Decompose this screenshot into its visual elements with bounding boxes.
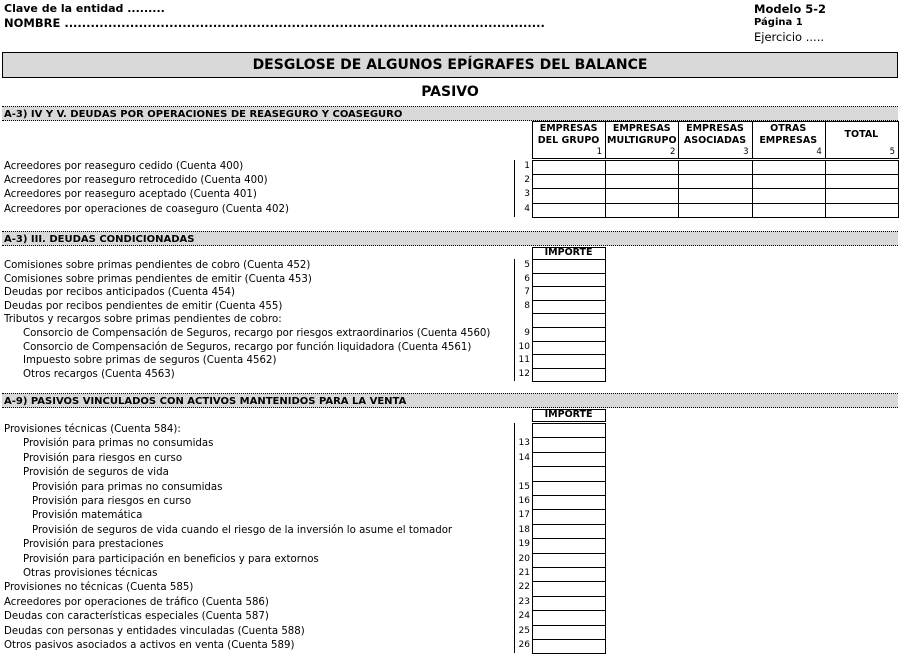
- input-cell[interactable]: [532, 286, 606, 301]
- row-label: Deudas por recibos pendientes de emitir (Cuenta 455): [4, 300, 283, 312]
- input-cell[interactable]: [532, 625, 606, 640]
- row-number: 25: [518, 625, 530, 636]
- input-cell[interactable]: [752, 174, 826, 189]
- row-label: Acreedores por reaseguro retrocedido (Cuenta 400): [4, 175, 268, 187]
- row-number: 16: [518, 496, 530, 506]
- input-cell[interactable]: [532, 509, 606, 524]
- row-number: 6: [524, 273, 530, 284]
- row-label: Provisión de seguros de vida: [23, 467, 169, 479]
- row-label: Provisiones no técnicas (Cuenta 585): [4, 582, 194, 594]
- input-cell[interactable]: [532, 495, 606, 510]
- row-number: 15: [518, 481, 530, 492]
- page-label: Página 1: [754, 17, 803, 28]
- input-cell[interactable]: [532, 188, 606, 203]
- input-cell[interactable]: [532, 538, 606, 553]
- row-label: Tributos y recargos sobre primas pendientes de cobro:: [4, 314, 282, 326]
- row-number: 21: [518, 568, 530, 578]
- input-cell[interactable]: [532, 300, 606, 315]
- row-label: Impuesto sobre primas de seguros (Cuenta 4562): [23, 355, 277, 367]
- input-cell[interactable]: [532, 327, 606, 342]
- row-number: 11: [518, 355, 530, 366]
- row-number: 26: [518, 640, 530, 650]
- row-label: Provisión para riesgos en curso: [23, 452, 183, 464]
- row-number: 17: [518, 510, 530, 521]
- row-number: 20: [518, 553, 530, 564]
- row-label: Provisión para primas no consumidas: [23, 438, 214, 450]
- column-header-line1: EMPRESAS: [612, 123, 671, 134]
- row-label: Deudas con personas y entidades vinculadas (Cuenta 588): [4, 625, 305, 637]
- column-header-importe: IMPORTE: [544, 247, 593, 258]
- input-cell[interactable]: [605, 203, 679, 218]
- row-label: Provisiones técnicas (Cuenta 584):: [4, 424, 181, 435]
- section-heading: A-3) III. DEUDAS CONDICIONADAS: [2, 231, 898, 246]
- row-number: 1: [524, 161, 530, 171]
- row-label: Provisión para primas no consumidas: [32, 481, 223, 493]
- input-cell[interactable]: [678, 203, 752, 218]
- column-header-importe: IMPORTE: [544, 409, 593, 420]
- input-cell[interactable]: [825, 160, 899, 175]
- input-cell[interactable]: [825, 188, 899, 203]
- input-cell[interactable]: [532, 341, 606, 356]
- row-number: 24: [518, 611, 530, 622]
- year-label: Ejercicio .....: [754, 30, 825, 44]
- input-cell[interactable]: [605, 160, 679, 175]
- input-cell[interactable]: [678, 160, 752, 175]
- input-cell[interactable]: [532, 437, 606, 452]
- row-number: 3: [524, 189, 530, 200]
- row-number: 4: [524, 203, 530, 214]
- input-cell[interactable]: [532, 581, 606, 596]
- column-header-line1: EMPRESAS: [539, 123, 598, 134]
- row-label: Deudas por recibos anticipados (Cuenta 454): [4, 287, 235, 299]
- input-cell[interactable]: [825, 174, 899, 189]
- input-cell[interactable]: [532, 452, 606, 467]
- column-header-line2: MULTIGRUPO: [607, 135, 677, 146]
- column-header-line2: ASOCIADAS: [683, 135, 747, 146]
- name-label: NOMBRE ..............................................................................................................: [4, 16, 545, 30]
- column-number: 4: [816, 147, 822, 157]
- row-label: Acreedores por reaseguro cedido (Cuenta 400): [4, 161, 244, 172]
- input-cell[interactable]: [678, 174, 752, 189]
- column-header-line2: DEL GRUPO: [537, 135, 600, 146]
- input-cell[interactable]: [532, 259, 606, 274]
- input-cell[interactable]: [532, 524, 606, 539]
- entity-key-label: Clave de la entidad .........: [4, 2, 165, 15]
- row-number: 2: [524, 175, 530, 186]
- input-cell[interactable]: [532, 354, 606, 369]
- input-cell[interactable]: [605, 174, 679, 189]
- row-label: Provisión para riesgos en curso: [32, 496, 192, 507]
- row-number: 19: [518, 539, 530, 550]
- input-cell[interactable]: [532, 203, 606, 218]
- row-label: Otros recargos (Cuenta 4563): [23, 368, 175, 380]
- row-number: 7: [524, 287, 530, 298]
- row-number: 8: [524, 300, 530, 311]
- row-number: 9: [524, 328, 530, 338]
- row-number: 22: [518, 582, 530, 593]
- column-number: 3: [743, 147, 749, 157]
- input-cell[interactable]: [825, 203, 899, 218]
- row-label: Provisión matemática: [32, 510, 143, 522]
- row-number: 14: [518, 452, 530, 463]
- page-title: DESGLOSE DE ALGUNOS EPÍGRAFES DEL BALANCE: [2, 52, 898, 78]
- column-number: 5: [889, 147, 895, 157]
- row-label: Comisiones sobre primas pendientes de emitir (Cuenta 453): [4, 273, 312, 285]
- row-number: 18: [518, 524, 530, 535]
- column-header-line1: OTRAS: [770, 123, 807, 134]
- row-number: 13: [518, 438, 530, 449]
- row-label: Provisión de seguros de vida cuando el riesgo de la inversión lo asume el tomador: [32, 524, 453, 536]
- row-number: 23: [518, 596, 530, 607]
- row-label: Consorcio de Compensación de Seguros, recargo por función liquidadora (Cuenta 4561): [23, 341, 472, 353]
- input-cell[interactable]: [678, 188, 752, 203]
- row-label: Otros pasivos asociados a activos en venta (Cuenta 589): [4, 640, 295, 651]
- row-label: Acreedores por operaciones de tráfico (Cuenta 586): [4, 596, 269, 608]
- row-label: Provisión para prestaciones: [23, 539, 164, 551]
- row-label: Acreedores por reaseguro aceptado (Cuenta 401): [4, 189, 257, 201]
- page-subtitle: PASIVO: [421, 84, 479, 100]
- input-cell[interactable]: [532, 160, 606, 175]
- column-number: 2: [669, 147, 676, 157]
- input-cell[interactable]: [532, 596, 606, 611]
- input-cell[interactable]: [532, 273, 606, 288]
- row-label: Provisión para participación en beneficios y para extornos: [23, 553, 319, 565]
- input-cell[interactable]: [532, 567, 606, 582]
- column-header-line1: EMPRESAS: [686, 123, 744, 134]
- input-cell[interactable]: [752, 203, 826, 218]
- input-cell[interactable]: [532, 610, 606, 625]
- row-number: 12: [518, 368, 530, 379]
- model-label: Modelo 5-2: [754, 2, 826, 16]
- row-label: Otras provisiones técnicas: [23, 568, 158, 579]
- input-cell[interactable]: [532, 174, 606, 189]
- row-number: 5: [524, 260, 530, 270]
- column-header-line1: TOTAL: [844, 129, 879, 140]
- section-heading: A-3) IV Y V. DEUDAS POR OPERACIONES DE REASEGURO Y COASEGURO: [2, 106, 898, 121]
- input-cell[interactable]: [532, 639, 606, 654]
- input-cell[interactable]: [532, 553, 606, 568]
- section-heading: A-9) PASIVOS VINCULADOS CON ACTIVOS MANTENIDOS PARA LA VENTA: [2, 393, 898, 408]
- column-header-line2: EMPRESAS: [759, 135, 818, 146]
- row-label: Deudas con características especiales (Cuenta 587): [4, 611, 269, 623]
- input-cell[interactable]: [605, 188, 679, 203]
- row-label: Consorcio de Compensación de Seguros, recargo por riesgos extraordinarios (Cuenta 4560): [23, 328, 491, 339]
- input-cell[interactable]: [752, 160, 826, 175]
- input-cell[interactable]: [532, 368, 606, 383]
- row-label: Comisiones sobre primas pendientes de cobro (Cuenta 452): [4, 260, 311, 271]
- input-cell[interactable]: [532, 481, 606, 496]
- input-cell[interactable]: [752, 188, 826, 203]
- row-label: Acreedores por operaciones de coaseguro (Cuenta 402): [4, 203, 289, 215]
- column-number: 1: [596, 147, 603, 157]
- row-number: 10: [518, 341, 530, 352]
